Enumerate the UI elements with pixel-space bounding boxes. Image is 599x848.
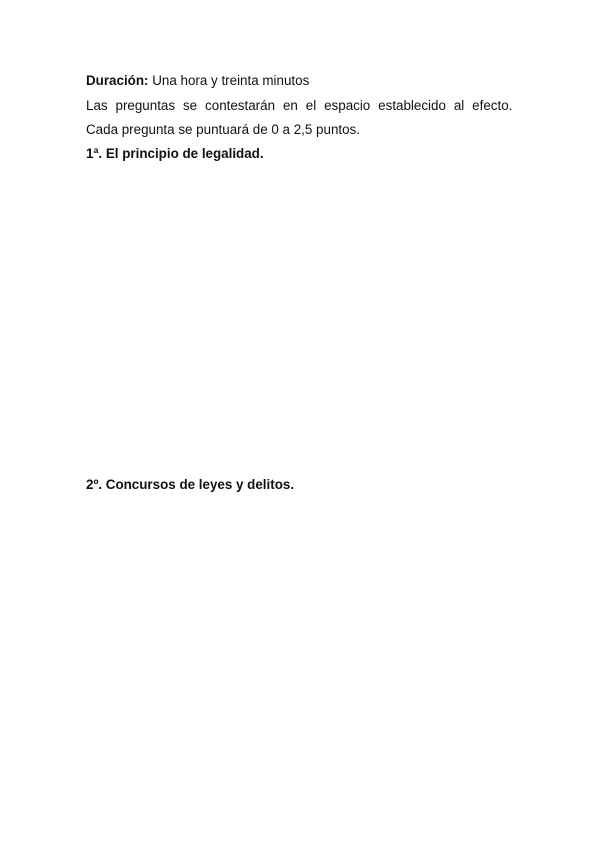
duration-label: Duración: bbox=[86, 73, 149, 88]
instruction-answer-space: Las preguntas se contestarán en el espacio establecido al efecto. bbox=[86, 98, 513, 113]
question-1-title: 1ª. El principio de legalidad. bbox=[86, 146, 264, 161]
duration-line bbox=[86, 73, 309, 89]
instruction-scoring: Cada pregunta se puntuará de 0 a 2,5 puntos. bbox=[86, 122, 360, 137]
duration-value: Una hora y treinta minutos bbox=[148, 73, 310, 88]
question-2-title: 2º. Concursos de leyes y delitos. bbox=[86, 477, 295, 492]
